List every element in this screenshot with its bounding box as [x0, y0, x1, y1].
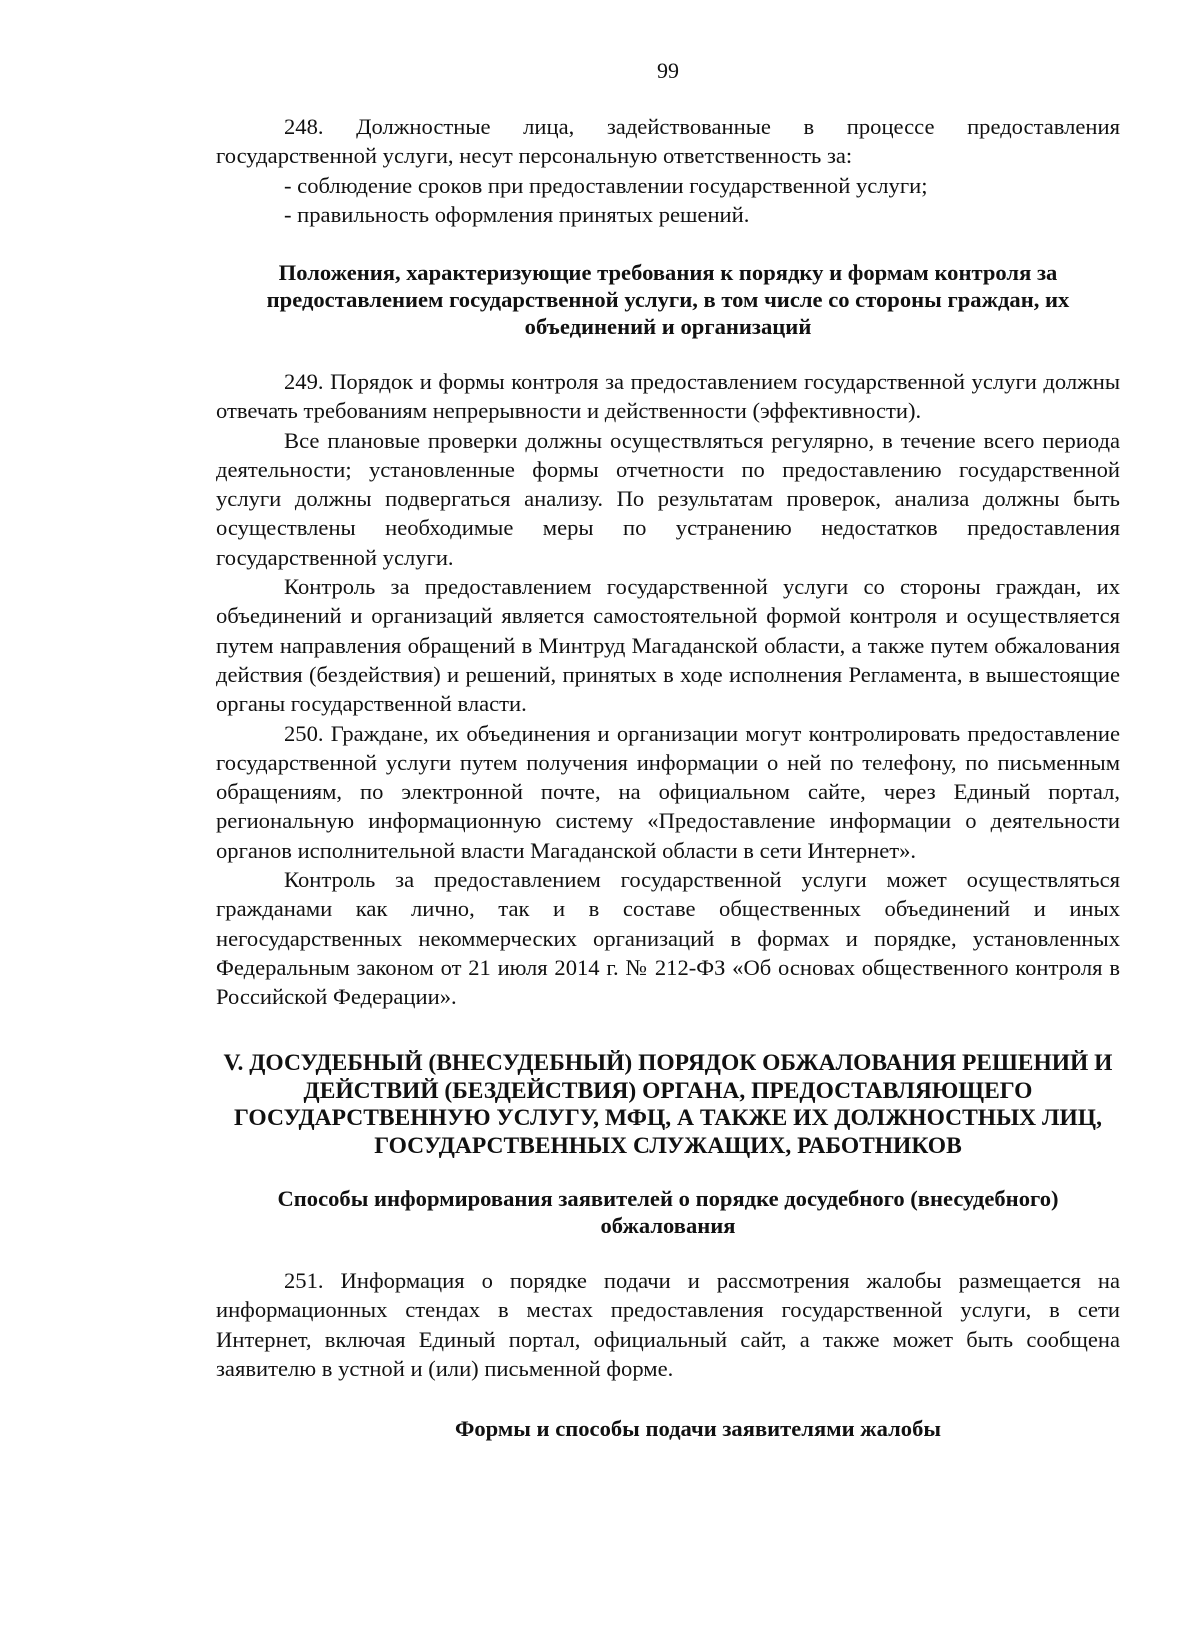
- paragraph-251: 251. Информация о порядке подачи и рассмотрения жалобы размещается на информационных стендах в местах предоставления государственной услуги, в сети Интернет, включая Единый портал, официальный сайт, а также может быть сообщена заявителю в устной и (или) письменной форме.: [216, 1268, 1120, 1381]
- paragraph-scheduled-checks: Все плановые проверки должны осуществляться регулярно, в течение всего периода деятельности; установленные формы отчетности по предоставлению государственной услуги должны подвергаться анализу. По результатам проверок, анализа должны быть осуществлены необходимые меры по устранению недостатков предоставления государственной услуги.: [216, 427, 1120, 570]
- section-v-heading-block: [216, 1050, 1120, 1160]
- heading-informing-block: [216, 1185, 1120, 1239]
- paragraph-citizen-control: Контроль за предоставлением государственной услуги со стороны граждан, их объединений и организаций является самостоятельной формой контроля и осуществляется путем направления обращений в Минтруд Магаданской области, а также путем обжалования действия (бездействия) и решений, принятых в ходе исполнения Регламента, в вышестоящие органы государственной власти.: [216, 574, 1120, 717]
- heading-complaint-forms: Формы и способы подачи заявителями жалобы: [454, 1416, 942, 1441]
- heading-complaint-forms-block: [216, 1415, 1120, 1442]
- paragraph-248: 248. Должностные лица, задействованные в процессе предоставления государственной услуги, несут персональную ответственность за:: [216, 114, 1120, 169]
- page-number: 99: [657, 58, 679, 83]
- paragraph-250: 250. Граждане, их объединения и организации могут контролировать предоставление государственной услуги путем получения информации о ней по телефону, по письменным обращениям, по электронной почте, на официальном сайте, через Единый портал, региональную информационную систему «Предоставление информации о деятельности органов исполнительной власти Магаданской области в сети Интернет».: [216, 720, 1120, 863]
- section-v-heading: V. ДОСУДЕБНЫЙ (ВНЕСУДЕБНЫЙ) ПОРЯДОК ОБЖАЛОВАНИЯ РЕШЕНИЙ И ДЕЙСТВИЙ (БЕЗДЕЙСТВИЯ) ОРГАНА, ПРЕДОСТАВЛЯЮЩЕГО ГОСУДАРСТВЕННУЮ УСЛУГУ, МФЦ, А ТАКЖЕ ИХ ДОЛЖНОСТНЫХ ЛИЦ, ГОСУДАРСТВЕННЫХ СЛУЖАЩИХ, РАБОТНИКОВ: [223, 1050, 1113, 1159]
- heading-control-requirements: Положения, характеризующие требования к порядку и формам контроля за предоставлением государственной услуги, в том числе со стороны граждан, их объединений и организаций: [266, 260, 1070, 339]
- paragraph-public-control: Контроль за предоставлением государственной услуги может осуществляться гражданами как лично, так и в составе общественных объединений и иных негосударственных некоммерческих организаций в формах и порядке, установленных Федеральным законом от 21 июля 2014 г. № 212-ФЗ «Об основах общественного контроля в Российской Федерации».: [216, 867, 1120, 1010]
- list-item-deadlines: - соблюдение сроков при предоставлении государственной услуги;: [284, 172, 928, 198]
- paragraph-249: 249. Порядок и формы контроля за предоставлением государственной услуги должны отвечать требованиям непрерывности и действенности (эффективности).: [216, 369, 1120, 424]
- list-item-decisions: - правильность оформления принятых решений.: [284, 201, 750, 227]
- section-251: [216, 1266, 1120, 1383]
- heading-control-requirements-block: [216, 259, 1120, 340]
- section-249-250: [216, 367, 1120, 1012]
- heading-informing-applicants: Способы информирования заявителей о порядке досудебного (внесудебного) обжалования: [277, 1186, 1059, 1238]
- section-248: [216, 112, 1120, 229]
